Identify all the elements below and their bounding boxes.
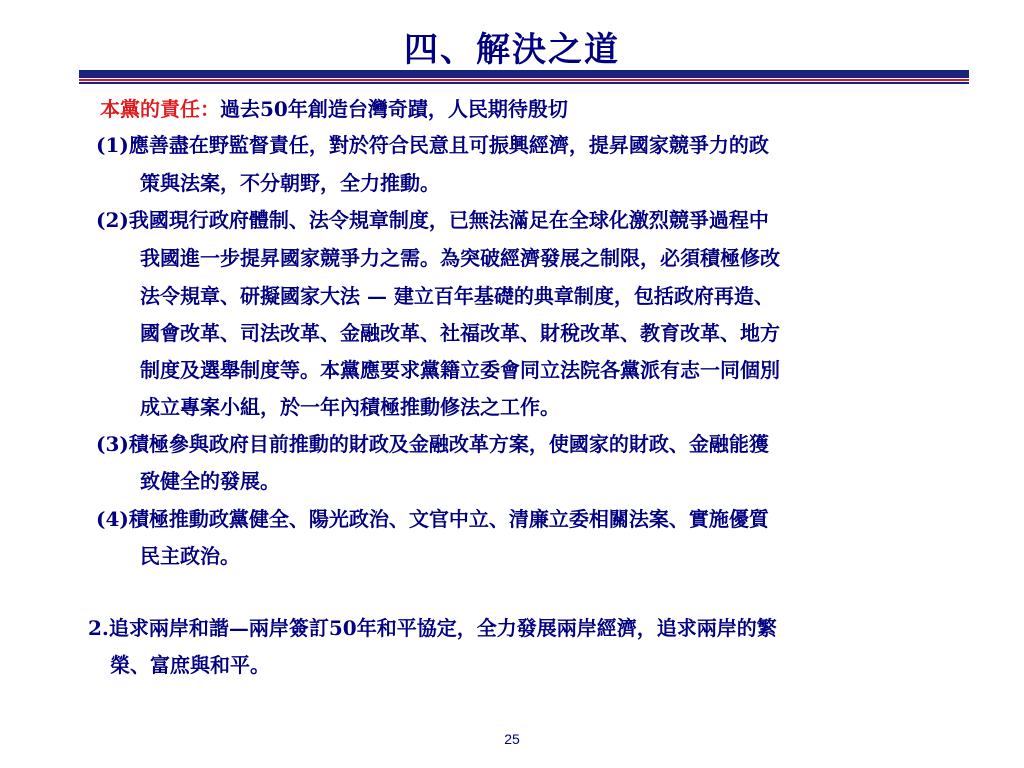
item-2-line-1: (2)我國現行政府體制、法令規章制度，已無法滿足在全球化激烈競爭過程中	[96, 208, 769, 232]
item-4-line-1: (4)積極推動政黨健全、陽光政治、文官中立、清廉立委相關法案、實施優質	[96, 507, 769, 531]
item-1-line-2: 策與法案，不分朝野，全力推動。	[140, 171, 440, 195]
intro-text: 過去50年創造台灣奇蹟，人民期待殷切	[220, 97, 568, 121]
point-2-line-1: 2.追求兩岸和諧—兩岸簽訂50年和平協定，全力發展兩岸經濟，追求兩岸的繁	[88, 616, 777, 640]
item-2-line-5: 制度及選舉制度等。本黨應要求黨籍立委會同立法院各黨派有志一同個別	[140, 358, 780, 382]
item-4-line-2: 民主政治。	[140, 544, 240, 568]
item-2-line-2: 我國進一步提昇國家競爭力之需。為突破經濟發展之制限，必須積極修改	[140, 246, 780, 270]
item-3-line-2: 致健全的發展。	[140, 469, 280, 493]
point-2-line-2: 榮、富庶與和平。	[110, 653, 270, 677]
item-3-line-1: (3)積極參與政府目前推動的財政及金融改革方案，使國家的財政、金融能獲	[96, 432, 769, 456]
item-2-line-3: 法令規章、研擬國家大法 — 建立百年基礎的典章制度，包括政府再造、	[140, 284, 774, 308]
item-2-line-6: 成立專案小組，於一年內積極推動修法之工作。	[140, 395, 560, 419]
intro-label: 本黨的責任：	[100, 97, 220, 121]
intro-line	[100, 95, 568, 123]
page-number: 25	[504, 731, 520, 747]
slide-title: 四、解決之道	[404, 30, 620, 70]
item-1-line-1: (1)應善盡在野監督責任，對於符合民意且可振興經濟，提昇國家競爭力的政	[96, 133, 769, 157]
item-2-line-4: 國會改革、司法改革、金融改革、社福改革、財稅改革、教育改革、地方	[140, 321, 780, 345]
